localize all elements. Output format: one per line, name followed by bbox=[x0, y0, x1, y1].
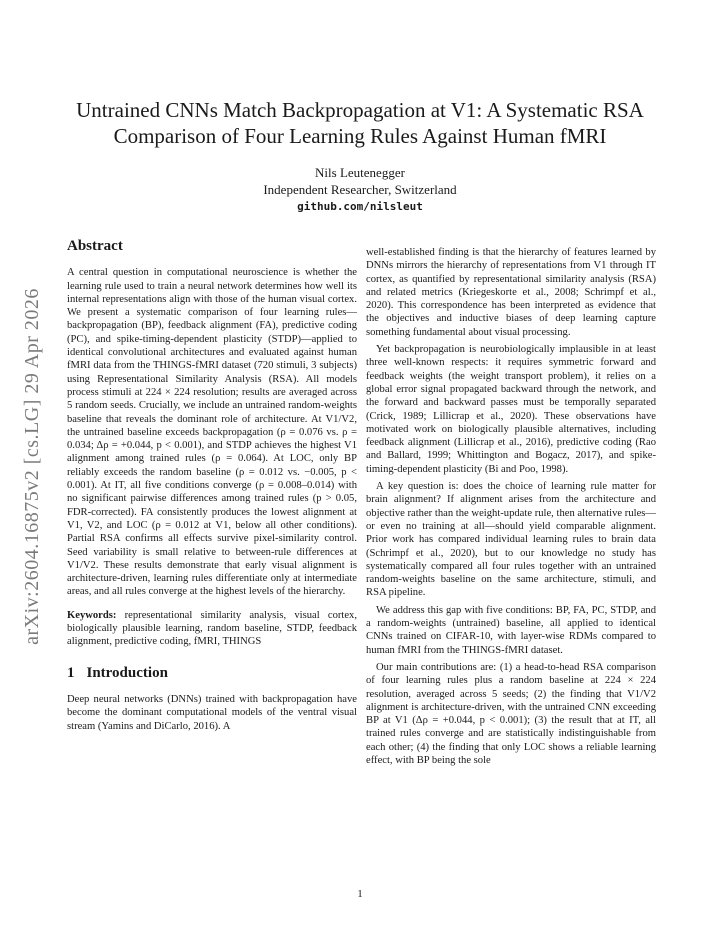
right-paragraph-3: A key question is: does the choice of learning rule matter for brain alignment? If alignment arises from the architecture and objective rather than the weight-update rule, then alternative rules—or even no training at all—should yield comparable alignment. Prior work has compared individual learning rules to brain data (Schrimpf et al., 2020), but to our knowledge no study has systematically compared all four rules together with an untrained random-weights baseline on the same architecture, stimuli, and RSA pipeline. bbox=[366, 481, 656, 599]
right-paragraph-2: Yet backpropagation is neurobiologically implausible in at least three well-known respects: it requires symmetric forward and feedback weights (the weight transport problem), it relies on a global error signal propagated backward through the network, and the forward and backward passes must be temporally separated (Crick, 1989; Lillicrap et al., 2020). These observations have motivated work on biologically plausible alternatives, including feedback alignment (Lillicrap et al., 2016), predictive coding (Rao and Ballard, 1999; Whittington and Bogacz, 2017), and spike-timing-dependent plasticity (Bi and Poo, 1998). bbox=[366, 344, 656, 475]
author-name: Nils Leutenegger bbox=[315, 165, 405, 180]
title-line-2: Comparison of Four Learning Rules Against Human fMRI bbox=[113, 124, 607, 148]
title-line-1: Untrained CNNs Match Backpropagation at V1: A Systematic RSA bbox=[76, 98, 644, 122]
section-heading-introduction bbox=[67, 664, 357, 681]
right-column bbox=[366, 246, 656, 771]
intro-paragraph-1: Deep neural networks (DNNs) trained with backpropagation have become the dominant computational models of the ventral visual stream (Yamins and DiCarlo, 2016). A bbox=[67, 693, 357, 732]
arxiv-id-text: arXiv:2604.16875v2 [cs.LG] 29 Apr 2026 bbox=[20, 287, 43, 645]
section-number: 1 bbox=[67, 664, 75, 681]
left-column bbox=[67, 240, 357, 737]
right-paragraph-1: well-established finding is that the hierarchy of features learned by DNNs mirrors the hierarchy of representations from V1 through IT cortex, as quantified by representational similarity analysis (RSA) and related metrics (Kriegeskorte et al., 2008; Schrimpf et al., 2020). This correspondence has been interpreted as evidence that the objectives and inductive biases of deep learning capture something fundamental about visual processing. bbox=[366, 247, 656, 338]
author-affiliation: Independent Researcher, Switzerland bbox=[263, 182, 457, 197]
keywords-text: representational similarity analysis, visual cortex, biologically plausible learning, random baseline, STDP, feedback alignment, predictive coding, fMRI, THINGS bbox=[67, 609, 357, 648]
author-block bbox=[60, 164, 660, 215]
arxiv-identifier bbox=[12, 0, 52, 932]
author-url[interactable]: github.com/nilsleut bbox=[297, 200, 423, 213]
abstract-heading: Abstract bbox=[67, 238, 123, 254]
keywords bbox=[67, 609, 357, 649]
right-paragraph-4: We address this gap with five conditions: BP, FA, PC, STDP, and a random-weights (untrained) baseline, all applied to identical CNNs trained on CIFAR-10, with layer-wise RDMs compared to human fMRI from the THINGS-fMRI dataset. bbox=[366, 604, 656, 656]
section-title: Introduction bbox=[86, 664, 168, 681]
right-paragraph-5: Our main contributions are: (1) a head-to-head RSA comparison of four learning rules plus a random baseline at 224 × 224 resolution, averaged across 5 seeds; (2) the finding that V1/V2 alignment is architecture-driven, with the untrained CNN exceeding BP at V1 (Δρ = +0.044, p < 0.001); (3) the result that at IT, all trained rules converge and are statistically indistinguishable from each other; (4) the finding that only LOC shows a reliable learning effect, with BP being the sole bbox=[366, 661, 656, 766]
keywords-label: Keywords: bbox=[67, 609, 117, 621]
paper-title bbox=[60, 97, 660, 149]
page-number: 1 bbox=[357, 888, 363, 900]
abstract-text: A central question in computational neuroscience is whether the learning rule used to train a neural network determines how well its internal representations align with those of the human visual cortex. We present a systematic comparison of four learning rules—backpropagation (BP), feedback alignment (FA), predictive coding (PC), and spike-timing-dependent plasticity (STDP)—applied to identical convolutional architectures and evaluated against human fMRI data from the THINGS-fMRI dataset (720 stimuli, 3 subjects) using Representational Similarity Analysis (RSA). All models process stimuli at 224 × 224 resolution; results are averaged across 5 random seeds. Crucially, we include an untrained random-weights baseline that reveals the dominant role of architecture. At V1/V2, the untrained baseline exceeds backpropagation (ρ = 0.076 vs. ρ = 0.034; Δρ = +0.044, p < 0.001), and STDP achieves the highest V1 alignment among trained rules (ρ = 0.064). At LOC, only BP reliably exceeds the random baseline (ρ = 0.012 vs. −0.005, p < 0.001). At IT, all five conditions converge (ρ = 0.008–0.014) with no significant pairwise differences among trained rules (p > 0.05, FDR-corrected). FA consistently produces the lowest alignment at V1, V2, and LOC (ρ = 0.012 at V1, below all other conditions). Partial RSA confirms all effects survive pixel-similarity control. Seed variability is small relative to between-rule differences at V1/V2. These results demonstrate that early visual alignment is architecture-driven, learning rules differentiate only at intermediate areas, and all rules converge at the highest levels of the hierarchy. bbox=[67, 267, 357, 598]
